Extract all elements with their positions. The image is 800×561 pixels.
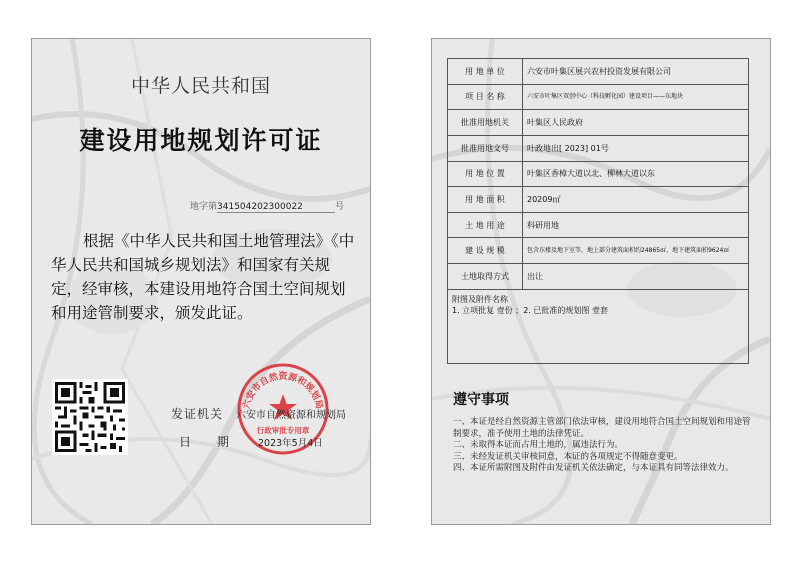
row-value: 20209㎡ <box>523 187 749 213</box>
table-row <box>448 238 749 264</box>
attachments-text: 1. 立项批复 壹份 ；2. 已批准的规划图 壹套 <box>452 305 608 315</box>
row-value: 包含东楼及地下室等，地上部分建筑面积约24865㎡，地下建筑面积9624㎡ <box>523 238 749 264</box>
issuer-label: 发证机关 <box>171 407 224 421</box>
table-row <box>448 264 749 290</box>
row-value: 叶政地出[ 2023] 01号 <box>523 135 749 161</box>
row-value: 出让 <box>523 264 749 290</box>
attachments-row <box>448 289 749 363</box>
row-value: 科研用地 <box>523 212 749 238</box>
notice-item: 四、本证所需附图及附件由发证机关依法确定，与本证具有同等法律效力。 <box>453 463 734 473</box>
row-value: 叶集区人民政府 <box>523 110 749 136</box>
certificate-title: 建设用地规划许可证 <box>79 126 323 155</box>
row-label: 批准用地文号 <box>448 135 523 161</box>
row-label: 土 地 用 途 <box>448 212 523 238</box>
date-label: 日期 <box>179 435 256 449</box>
certificate-body-text: 根据《中华人民共和国土地管理法》《中华人民共和国城乡规划法》和国家有关规定，经审核，本建设用地符合国土空间规划和用途管制要求，颁发此证。 <box>51 232 355 322</box>
row-label: 批准用地机关 <box>448 110 523 136</box>
notice-title: 遵守事项 <box>453 392 509 408</box>
notice-list <box>453 417 753 475</box>
permit-number: 341504202300022 <box>217 202 335 213</box>
seal-ring-text: 六安市自然资源和规划局 <box>242 371 324 410</box>
notice-item: 三、未经发证机关审核同意，本证的各项规定不得随意变更。 <box>453 451 683 462</box>
row-value: 六安市叶集区双创中心（科技孵化园）建设项目——东地块 <box>523 84 749 110</box>
qr-code[interactable] <box>52 379 128 455</box>
row-label: 用 地 单 位 <box>448 59 523 85</box>
land-info-table <box>447 58 749 364</box>
row-label: 用 地 位 置 <box>448 161 523 187</box>
row-value: 六安市叶集区展兴农村投资发展有限公司 <box>523 59 749 85</box>
certificate-back-page <box>431 38 771 525</box>
permit-suffix: 号 <box>335 202 345 212</box>
row-label: 建 设 规 模 <box>448 238 523 264</box>
table-row <box>448 161 749 187</box>
seal-bottom-text: 行政审批专用章 <box>256 426 310 435</box>
table-row <box>448 110 749 136</box>
permit-prefix: 地字第 <box>190 202 218 212</box>
table-row <box>448 59 749 85</box>
attachments-title: 附图及附件名称 <box>452 294 508 304</box>
notice-item: 二、未取得本证而占用土地的，属违法行为。 <box>453 440 624 450</box>
country-name: 中华人民共和国 <box>130 75 271 97</box>
table-row <box>448 212 749 238</box>
row-label: 用 地 面 积 <box>448 187 523 213</box>
certificate-front-page <box>31 38 371 525</box>
table-row <box>448 84 749 110</box>
issuer-value: 六安市自然资源和规划局 <box>236 410 346 421</box>
attachments-cell <box>448 289 749 363</box>
row-label: 土地取得方式 <box>448 264 523 290</box>
row-value: 叶集区香樟大道以北、柳林大道以东 <box>523 161 749 187</box>
table-row <box>448 187 749 213</box>
table-row <box>448 135 749 161</box>
permit-number-row <box>190 199 344 213</box>
notice-item: 一、本证是经自然资源主管部门依法审核，建设用地符合国土空间规划和用途管制要求，准予使用土地的法律凭证。 <box>453 417 751 439</box>
row-label: 项 目 名 称 <box>448 84 523 110</box>
date-value: 2023年5月4日 <box>258 438 323 449</box>
